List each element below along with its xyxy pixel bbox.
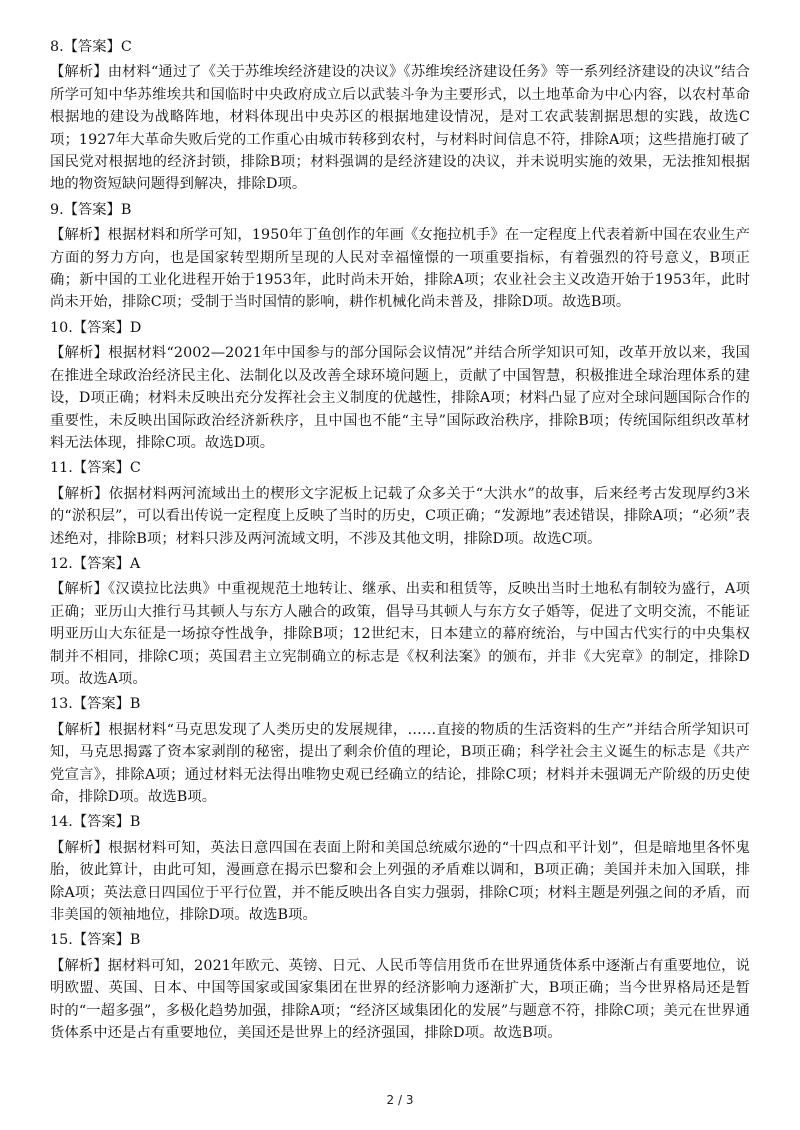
answer-entry-10	[50, 317, 750, 454]
page-number: 2 / 3	[386, 1093, 414, 1107]
explanation-text: 【解析】根据材料可知，英法日意四国在表面上附和美国总统威尔逊的“十四点和平计划”，但是暗地里各怀鬼胎，彼此算计，由此可知，漫画意在揭示巴黎和会上列强的矛盾难以调和，B项正确；美国并未加入国联，排除A项；英法意日四国位于平行位置，并不能反映出各自实力强弱，排除C项；材料主题是列强之间的矛盾，而非美国的领袖地位，排除D项。故选B项。	[50, 839, 750, 924]
answer-entry-14	[50, 811, 750, 926]
answer-label: 8.【答案】C	[50, 39, 132, 55]
answer-entry-15	[50, 929, 750, 1044]
answer-label: 11.【答案】C	[50, 460, 141, 477]
explanation-text: 【解析】由材料“通过了《关于苏维埃经济建设的决议》《苏维埃经济建设任务》等一系列经济建设的决议”结合所学可知中华苏维埃共和国临时中央政府成立后以武装斗争为主要形式，以土地革命为中心内容，以农村革命根据地的建设为战略阵地，材料体现出中央苏区的根据地建设情况，是对工农武装割据思想的实践，故选C项；1927年大革命失败后党的工作重心由城市转移到农村，与材料时间信息不符，排除A项；这些措施打破了国民党对根据地的经济封锁，排除B项；材料强调的是经济建设的决议，并未说明实施的效果，无法推知根据地的物资短缺问题得到解决，排除D项。	[50, 64, 750, 193]
answer-label: 15.【答案】B	[50, 932, 141, 949]
answer-label: 9.【答案】B	[50, 201, 132, 218]
answer-label: 13.【答案】B	[50, 696, 141, 713]
explanation-text: 【解析】依据材料两河流域出土的楔形文字泥板上记载了众多关于“大洪水”的故事，后来经考古发现厚约3米的“淤积层”，可以看出传说一定程度上反映了当时的历史，C项正确；“发源地”表述错误，排除A项；“必须”表述绝对，排除B项；材料只涉及两河流域文明，不涉及其他文明，排除D项。故选C项。	[50, 485, 750, 547]
answer-entry-9	[50, 199, 750, 314]
answer-label: 10.【答案】D	[50, 319, 142, 336]
explanation-text: 【解析】《汉谟拉比法典》中重视规范土地转让、继承、出卖和租赁等，反映出当时土地私有制较为盛行，A项正确；亚历山大推行马其顿人与东方人融合的政策，倡导马其顿人与东方女子婚等，促进了文明交流，不能证明亚历山大东征是一场掠夺性战争，排除B项；12世纪末，日本建立的幕府统治，与中国古代实行的中央集权制并不相同，排除C项；英国君主立宪制确立的标志是《权利法案》的颁布，并非《大宪章》的制定，排除D项。故选A项。	[50, 581, 750, 687]
answer-entry-11	[50, 457, 750, 550]
explanation-text: 【解析】根据材料“马克思发现了人类历史的发展规律，……直接的物质的生活资料的生产”并结合所学知识可知，马克思揭露了资本家剥削的秘密，提出了剩余价值的理论，B项正确；科学社会主义诞生的标志是《共产党宣言》，排除A项；通过材料无法得出唯物史观已经确立的结论，排除C项；材料并未强调无产阶级的历史使命，排除D项。故选B项。	[50, 721, 750, 805]
explanation-text: 【解析】根据材料和所学可知，1950年丁鱼创作的年画《女拖拉机手》在一定程度上代表着新中国在农业生产方面的努力方向，也是国家转型期所呈现的人民对幸福憧憬的一项重要指标，有着强烈的符号意义，B项正确；新中国的工业化进程开始于1953年，此时尚未开始，排除A项；农业社会主义改造开始于1953年，此时尚未开始，排除C项；受制于当时国情的影响，耕作机械化尚未普及，排除D项。故选B项。	[50, 227, 750, 311]
answer-entry-8	[50, 36, 750, 196]
explanation-text: 【解析】根据材料“2002—2021年中国参与的部分国际会议情况”并结合所学知识可知，改革开放以来，我国在推进全球政治经济民主化、法制化以及改善全球环境问题上，贡献了中国智慧，积极推进全球治理体系的建设，D项正确；材料未反映出充分发挥社会主义制度的优越性，排除A项；材料凸显了应对全球问题国际合作的重要性，未反映出国际政治经济新秩序，且中国也不能“主导”国际政治秩序，排除B项；传统国际组织改革材料无法体现，排除C项。故选D项。	[50, 345, 750, 451]
answer-label: 12.【答案】A	[50, 555, 141, 572]
answer-entry-12	[50, 553, 750, 690]
explanation-text: 【解析】据材料可知，2021年欧元、英镑、日元、人民币等信用货币在世界通货体系中逐渐占有重要地位，说明欧盟、英国、日本、中国等国家或国家集团在世界的经济影响力逐渐扩大，B项正确；当今世界格局还是暂时的“一超多强”，多极化趋势加强，排除A项；“经济区域集团化的发展”与题意不符，排除C项；美元在世界通货体系中还是占有重要地位，美国还是世界上的经济强国，排除D项。故选B项。	[50, 957, 750, 1042]
answer-entry-13	[50, 693, 750, 808]
answer-label: 14.【答案】B	[50, 814, 141, 831]
